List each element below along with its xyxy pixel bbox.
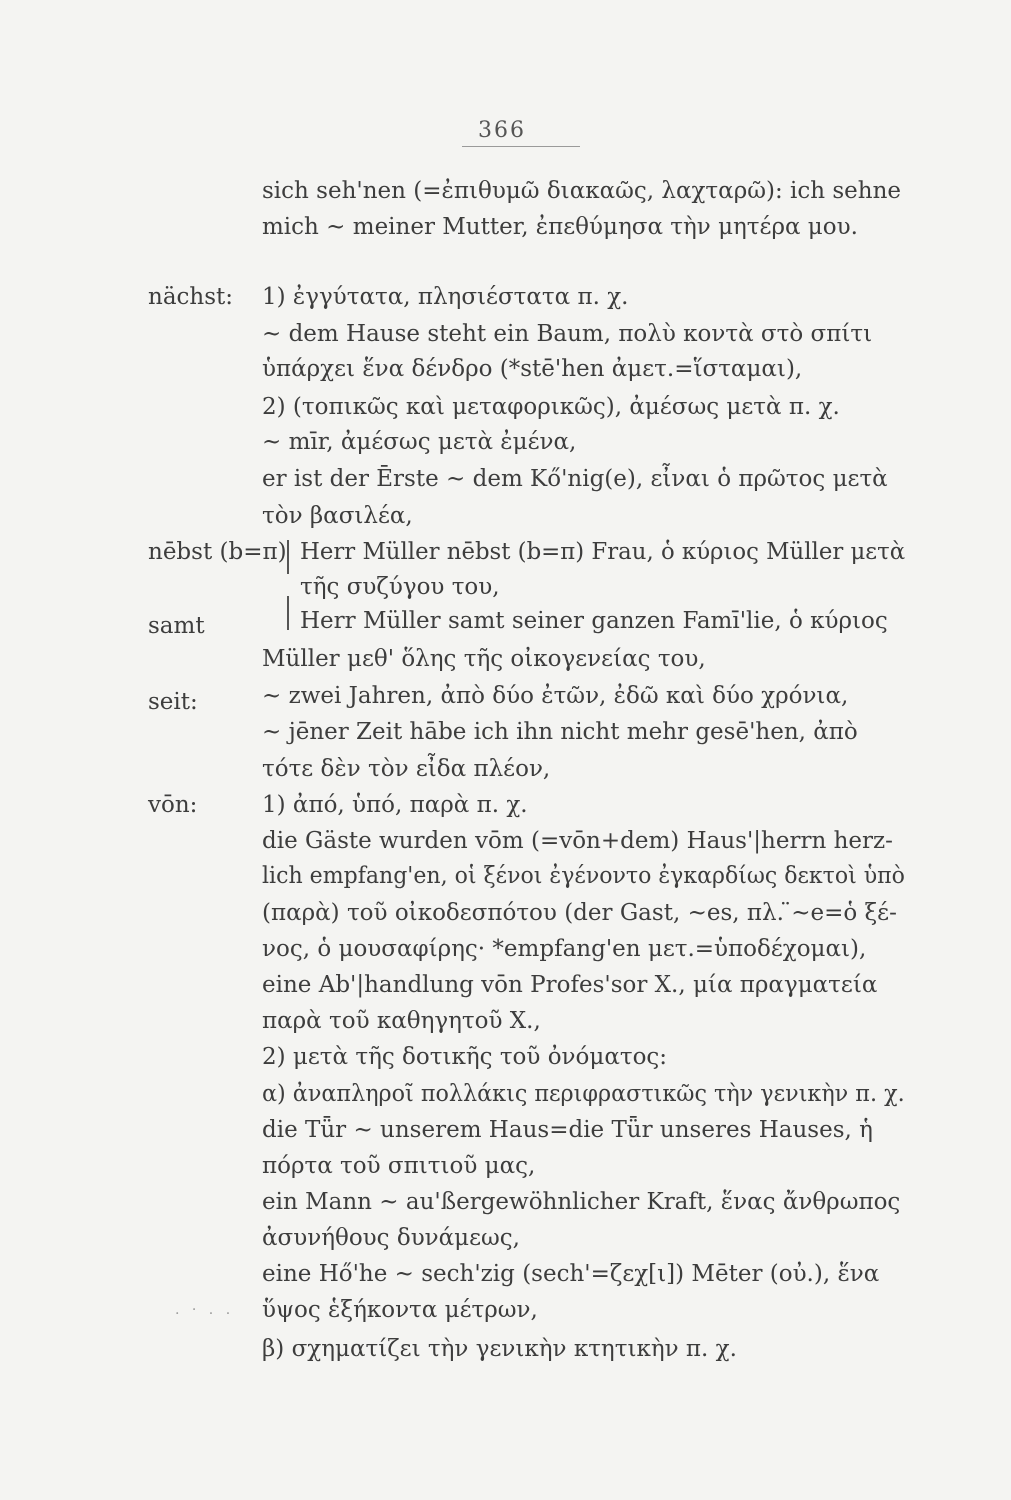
text-line: ὑπάρχει ἕνα δένδρο (*stē'hen ἀμετ.=ἵσταμαι),: [262, 356, 803, 382]
text-line: 2) (τοπικῶς καὶ μεταφορικῶς), ἀμέσως μετὰ π. χ.: [262, 394, 840, 420]
text-line: ~ zwei Jahren, ἀπὸ δύο ἐτῶν, ἐδῶ καὶ δύο χρόνια,: [262, 683, 849, 709]
text-line: die Gäste wurden vōm (=vōn+dem) Haus'|herrn herz-: [262, 828, 893, 854]
text-line: Herr Müller nēbst (b=π) Frau, ὁ κύριος Müller μετὰ: [300, 539, 906, 565]
text-line: β) σχηματίζει τὴν γενικὴν κτητικὴν π. χ.: [262, 1336, 737, 1362]
text-line: Herr Müller samt seiner ganzen Famī'lie, ὁ κύριος: [300, 608, 888, 634]
text-line: (παρὰ) τοῦ οἰκοδεσπότου (der Gast, ~es, πλ. ̈~e=ὁ ξέ-: [262, 900, 897, 926]
text-line: ~ mīr, ἀμέσως μετὰ ἐμένα,: [262, 429, 577, 455]
page-number: 366: [478, 118, 526, 143]
text-line: mich ~ meiner Mutter, ἐπεθύμησα τὴν μητέρα μου.: [262, 214, 858, 240]
text-line: πόρτα τοῦ σπιτιοῦ μας,: [262, 1153, 536, 1179]
text-line: ὕψος ἑξήκοντα μέτρων,: [262, 1297, 538, 1323]
headword-samt: samt: [148, 613, 205, 639]
text-line: eine Hő'he ~ sech'zig (sech'=ζεχ[ι]) Mēter (οὐ.), ἕνα: [262, 1261, 880, 1287]
text-line: τὸν βασιλέα,: [262, 503, 413, 529]
text-line: die Tǖr ~ unserem Haus=die Tǖr unseres Hauses, ἡ: [262, 1117, 873, 1143]
text-line: τῆς συζύγου του,: [300, 574, 500, 600]
text-line: νος, ὁ μουσαφίρης· *empfang'en μετ.=ὑποδέχομαι),: [262, 936, 867, 962]
headword-naechst: nächst:: [148, 284, 234, 310]
header-rule: [462, 146, 580, 147]
text-line: τότε δὲν τὸν εἶδα πλέον,: [262, 756, 551, 782]
text-line: α) ἀναπληροῖ πολλάκις περιφραστικῶς τὴν γενικὴν π. χ.: [262, 1081, 905, 1107]
text-line: ein Mann ~ au'ßergewöhnlicher Kraft, ἕνας ἄνθρωπος: [262, 1189, 901, 1215]
text-line: eine Ab'|handlung vōn Profes'sor X., μία πραγματεία: [262, 972, 878, 998]
text-line: sich seh'nen (=ἐπιθυμῶ διακαῶς, λαχταρῶ): ich sehne: [262, 178, 902, 204]
text-line: Müller μεθ' ὅλης τῆς οἰκογενείας του,: [262, 646, 706, 672]
text-line: ἀσυνήθους δυνάμεως,: [262, 1225, 520, 1251]
print-smudge: . · . .: [175, 1302, 235, 1318]
bracket-nebst: [287, 540, 289, 574]
text-line: ~ dem Hause steht ein Baum, πολὺ κοντὰ στὸ σπίτι: [262, 321, 873, 347]
bracket-samt: [287, 596, 289, 630]
text-line: παρὰ τοῦ καθηγητοῦ X.,: [262, 1008, 541, 1034]
headword-von: vōn:: [148, 792, 198, 818]
text-line: lich empfang'en, οἱ ξένοι ἐγένοντο ἐγκαρδίως δεκτοὶ ὑπὸ: [262, 863, 905, 889]
text-line: 1) ἀπό, ὑπό, παρὰ π. χ.: [262, 792, 528, 818]
headword-nebst: nēbst (b=π): [148, 539, 287, 565]
text-line: er ist der Ērste ~ dem Kő'nig(e), εἶναι ὁ πρῶτος μετὰ: [262, 466, 888, 492]
text-line: 1) ἐγγύτατα, πλησιέστατα π. χ.: [262, 284, 629, 310]
text-line: 2) μετὰ τῆς δοτικῆς τοῦ ὀνόματος:: [262, 1044, 668, 1070]
headword-seit: seit:: [148, 689, 198, 715]
text-line: ~ jēner Zeit hābe ich ihn nicht mehr gesē'hen, ἀπὸ: [262, 719, 858, 745]
